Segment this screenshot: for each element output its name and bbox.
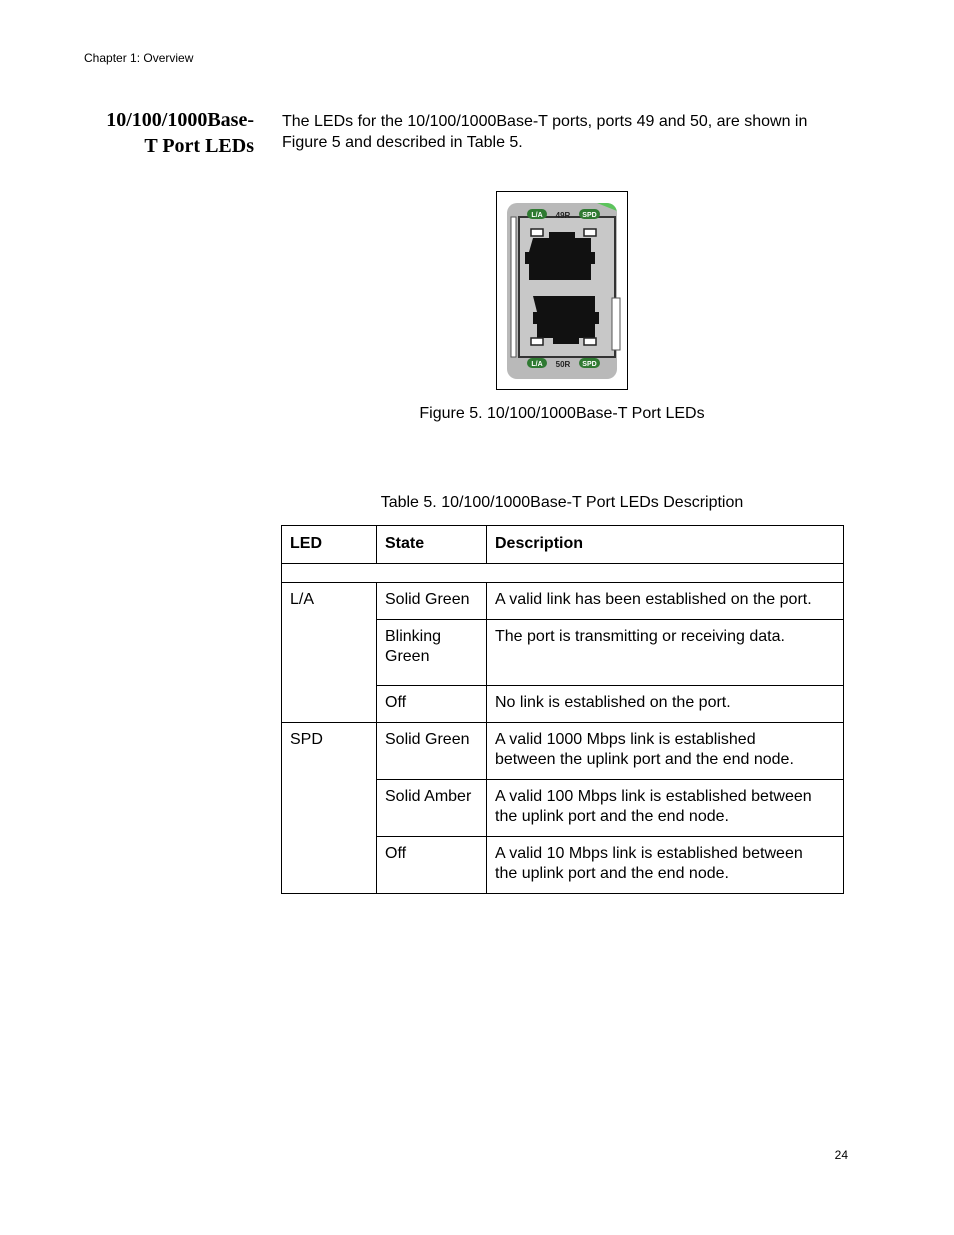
spd-label-bottom: SPD [582,361,597,368]
state-cell: Off [377,837,487,894]
led-description-table [281,525,844,894]
description-line-1: A valid 100 Mbps link is established between [495,788,812,805]
spd-label-top: SPD [582,212,597,219]
led-window-spd-top [584,229,596,236]
description-cell [487,837,844,894]
table-row [282,723,844,780]
led-cell-la: L/A [282,583,377,723]
state-cell [377,620,487,686]
state-cell: Solid Amber [377,780,487,837]
running-head: Chapter 1: Overview [84,51,194,65]
page-number: 24 [834,1148,848,1162]
rj45-port-49r-icon [525,232,595,280]
description-cell [487,780,844,837]
section-title [60,107,254,159]
rj45-port-50r-icon [533,296,599,344]
section-title-line-1: 10/100/1000Base- [106,109,254,131]
description-cell [487,723,844,780]
description-cell: The port is transmitting or receiving data. [487,620,844,686]
state-cell: Solid Green [377,723,487,780]
led-cell-spd: SPD [282,723,377,894]
description-line-2: the uplink port and the end node. [495,808,729,825]
header-state: State [377,526,487,564]
led-window-spd-bottom [584,338,596,345]
port-leds-figure [496,191,628,390]
section-title-line-2: T Port LEDs [144,135,254,157]
intro-line-2: Figure 5 and described in Table 5. [282,134,523,151]
state-line-1: Blinking [385,628,442,645]
description-line-2: the uplink port and the end node. [495,865,729,882]
panel-edge-left [511,217,516,357]
table-caption: Table 5. 10/100/1000Base-T Port LEDs Description [380,494,744,511]
led-window-la-top [531,229,543,236]
port-label-49r: 49R [555,211,571,220]
la-label-top: L/A [531,212,543,219]
table-row [282,583,844,620]
state-line-2: Green [385,648,430,665]
description-cell: A valid link has been established on the port. [487,583,844,620]
panel-edge-right [612,298,620,350]
header-led: LED [282,526,377,564]
description-cell: No link is established on the port. [487,686,844,723]
port-panel-illustration [497,192,627,389]
led-window-la-bottom [531,338,543,345]
description-line-2: between the uplink port and the end node. [495,751,794,768]
intro-line-1: The LEDs for the 10/100/1000Base-T ports, ports 49 and 50, are shown in [282,113,808,130]
intro-paragraph [282,111,862,153]
state-cell: Off [377,686,487,723]
description-line-1: A valid 1000 Mbps link is established [495,731,756,748]
la-label-bottom: L/A [531,361,543,368]
state-cell: Solid Green [377,583,487,620]
table-header-row [282,526,844,564]
port-label-50r: 50R [555,360,571,369]
description-line-1: A valid 10 Mbps link is established between [495,845,803,862]
header-description: Description [487,526,844,564]
header-gap-row [282,564,844,583]
figure-caption: Figure 5. 10/100/1000Base-T Port LEDs [419,405,705,422]
